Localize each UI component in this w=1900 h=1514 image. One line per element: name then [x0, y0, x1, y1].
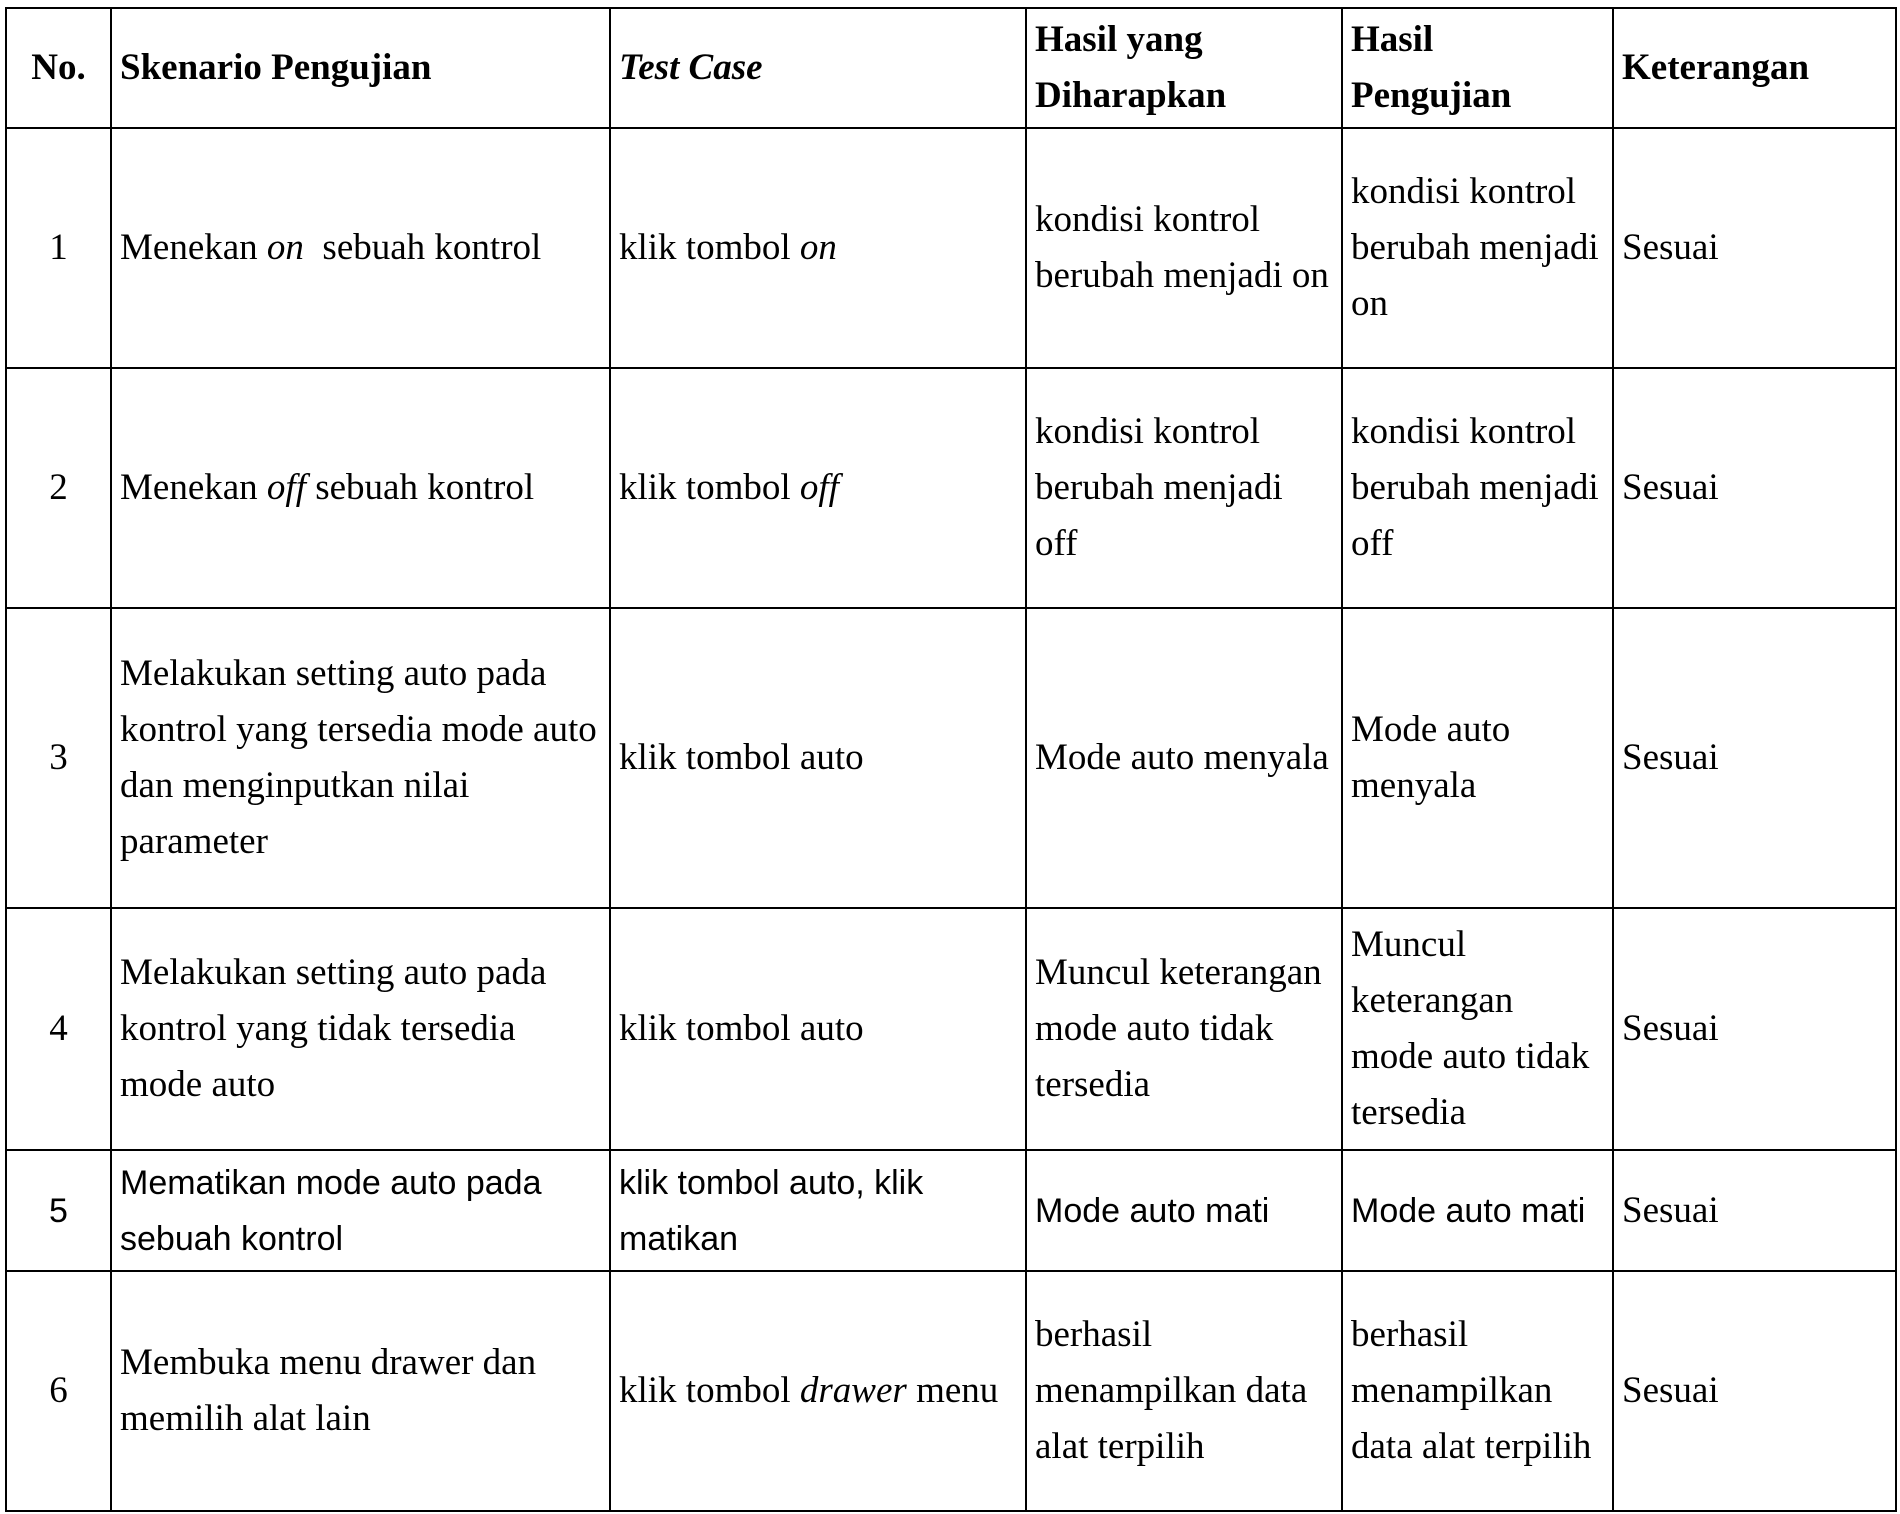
header-hasil-pengujian-line2: Pengujian: [1351, 75, 1512, 116]
cell-keterangan: Sesuai: [1613, 128, 1896, 368]
cell-test-case: klik tombol auto: [610, 608, 1026, 908]
header-hasil-pengujian-line1: Hasil: [1351, 19, 1434, 60]
cell-skenario-text: Menekan: [120, 467, 267, 508]
header-hasil-diharapkan: [1026, 8, 1342, 128]
cell-hasil-pengujian: berhasil menampilkan data alat terpilih: [1342, 1271, 1613, 1511]
cell-skenario: [111, 368, 610, 608]
cell-test-case-emphasis: off: [799, 467, 839, 508]
cell-skenario-emphasis: on: [266, 227, 304, 268]
cell-keterangan: Sesuai: [1613, 368, 1896, 608]
cell-skenario-text: Menekan: [120, 227, 267, 268]
table-row: [6, 1271, 1896, 1511]
cell-skenario: Melakukan setting auto pada kontrol yang tersedia mode auto dan menginputkan nilai parameter: [111, 608, 610, 908]
cell-no: 3: [6, 608, 111, 908]
header-test-case: Test Case: [610, 8, 1026, 128]
cell-hasil-diharapkan: kondisi kontrol berubah menjadi off: [1026, 368, 1342, 608]
cell-test-case-text: klik tombol: [619, 1370, 800, 1411]
cell-skenario-text-end: sebuah kontrol: [303, 227, 542, 268]
cell-test-case-text-end: menu: [906, 1370, 999, 1411]
cell-test-case: [610, 368, 1026, 608]
cell-no: 2: [6, 368, 111, 608]
table-row: [6, 368, 1896, 608]
cell-hasil-diharapkan: Muncul keterangan mode auto tidak tersedia: [1026, 908, 1342, 1150]
cell-test-case-emphasis: on: [799, 227, 837, 268]
cell-skenario-emphasis: off: [266, 467, 306, 508]
cell-test-case-text: klik tombol: [619, 467, 800, 508]
cell-test-case: [610, 128, 1026, 368]
table-row: [6, 128, 1896, 368]
cell-skenario: Melakukan setting auto pada kontrol yang tidak tersedia mode auto: [111, 908, 610, 1150]
cell-hasil-diharapkan: berhasil menampilkan data alat terpilih: [1026, 1271, 1342, 1511]
table-row: [6, 908, 1896, 1150]
cell-keterangan: Sesuai: [1613, 1271, 1896, 1511]
test-table: [5, 7, 1897, 1512]
cell-skenario: Membuka menu drawer dan memilih alat lain: [111, 1271, 610, 1511]
cell-hasil-pengujian: Mode auto mati: [1342, 1150, 1613, 1271]
cell-test-case: [610, 1271, 1026, 1511]
cell-keterangan: Sesuai: [1613, 908, 1896, 1150]
header-skenario: Skenario Pengujian: [111, 8, 610, 128]
test-table-wrapper: [5, 7, 1897, 1512]
cell-keterangan: Sesuai: [1613, 1150, 1896, 1271]
header-keterangan: Keterangan: [1613, 8, 1896, 128]
cell-hasil-pengujian: Mode auto menyala: [1342, 608, 1613, 908]
header-hasil-pengujian: [1342, 8, 1613, 128]
header-row: [6, 8, 1896, 128]
table-row: [6, 1150, 1896, 1271]
cell-keterangan: Sesuai: [1613, 608, 1896, 908]
cell-hasil-pengujian: kondisi kontrol berubah menjadi off: [1342, 368, 1613, 608]
table-row: [6, 608, 1896, 908]
cell-hasil-diharapkan: kondisi kontrol berubah menjadi on: [1026, 128, 1342, 368]
header-hasil-diharapkan-line2: Diharapkan: [1035, 75, 1227, 116]
cell-hasil-pengujian: Muncul keterangan mode auto tidak tersedia: [1342, 908, 1613, 1150]
cell-hasil-diharapkan: Mode auto menyala: [1026, 608, 1342, 908]
cell-no: 1: [6, 128, 111, 368]
cell-no: 4: [6, 908, 111, 1150]
cell-test-case-emphasis: drawer: [799, 1370, 907, 1411]
cell-skenario: [111, 128, 610, 368]
header-hasil-diharapkan-line1: Hasil yang: [1035, 19, 1203, 60]
cell-test-case: klik tombol auto, klik matikan: [610, 1150, 1026, 1271]
cell-hasil-pengujian: kondisi kontrol berubah menjadi on: [1342, 128, 1613, 368]
header-no: No.: [6, 8, 111, 128]
cell-skenario-text-end: sebuah kontrol: [305, 467, 535, 508]
cell-test-case-text: klik tombol: [619, 227, 800, 268]
cell-hasil-diharapkan: Mode auto mati: [1026, 1150, 1342, 1271]
cell-test-case: klik tombol auto: [610, 908, 1026, 1150]
cell-no: 6: [6, 1271, 111, 1511]
cell-skenario: Mematikan mode auto pada sebuah kontrol: [111, 1150, 610, 1271]
cell-no: 5: [6, 1150, 111, 1271]
